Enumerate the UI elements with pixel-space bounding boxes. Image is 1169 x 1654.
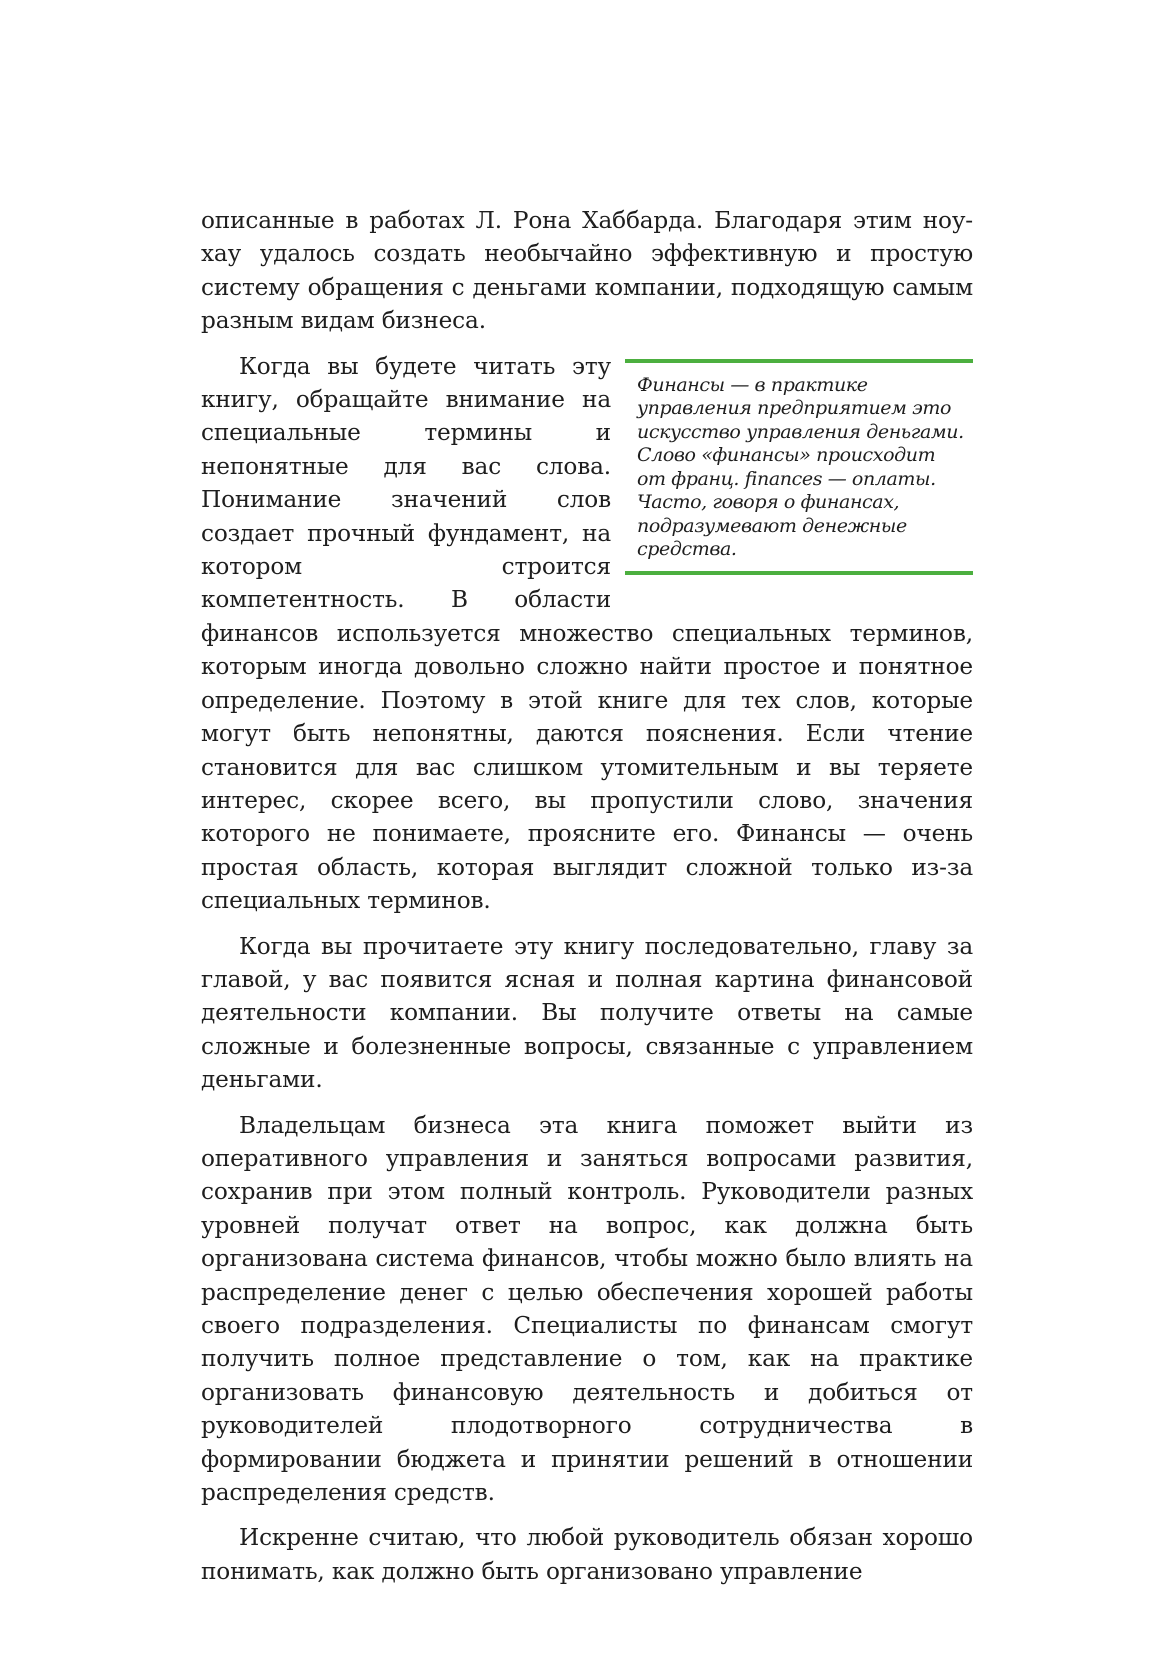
paragraph-4: Владельцам бизнеса эта книга поможет выйти из оперативного управления и заняться вопросами развития, сохранив при этом полный контроль. Руководители разных уровней получат ответ на вопрос, как должна быть организована система финансов, чтобы можно было влиять на распределение денег с целью обеспечения хорошей работы своего подразделения. Специалисты по финансам смогут получить полное представление о том, как на практике организовать финансовую деятельность и добиться от руководителей плодотворного сотрудничества в формировании бюджета и принятии решений в отношении распределения средств. [201, 1111, 973, 1507]
page-body [201, 204, 973, 1600]
definition-text: Финансы — в практике управления предприятием это искусство управления деньгами. Слово «финансы» происходит от франц. finances — оплаты. Часто, говоря о финансах, подразумевают денежные средства. [637, 373, 964, 561]
definition-sidebar [625, 359, 973, 575]
paragraph-1: описанные в работах Л. Рона Хаббарда. Благодаря этим ноу-хау удалось создать необычайно эффективную и простую систему обращения с деньгами компании, подходящую самым разным видам бизнеса. [201, 207, 973, 335]
paragraph-3: Когда вы прочитаете эту книгу последовательно, главу за главой, у вас появится ясная и полная картина финансовой деятельности компании. Вы получите ответы на самые сложные и болезненные вопросы, связанные с управлением деньгами. [201, 932, 973, 1094]
paragraph-5: Искренне считаю, что любой руководитель обязан хорошо понимать, как должно быть организовано управление [201, 1524, 973, 1585]
paragraph-2-text: Когда вы будете читать эту книгу, обращайте внимание на специальные термины и непонятные для вас слова. Понимание значений слов создает прочный фундамент, на котором строится компетентность. В области финансов используется множество специальных терминов, которым иногда довольно сложно найти простое и понятное определение. Поэтому в этой книге для тех слов, которые могут быть непонятны, даются пояснения. Если чтение становится для вас слишком утомительным и вы теряете интерес, скорее всего, вы пропустили слово, значения которого не понимаете, проясните его. Финансы — очень простая область, которая выглядит сложной только из-за специальных терминов. [201, 352, 973, 915]
paragraph-2 [201, 350, 973, 918]
